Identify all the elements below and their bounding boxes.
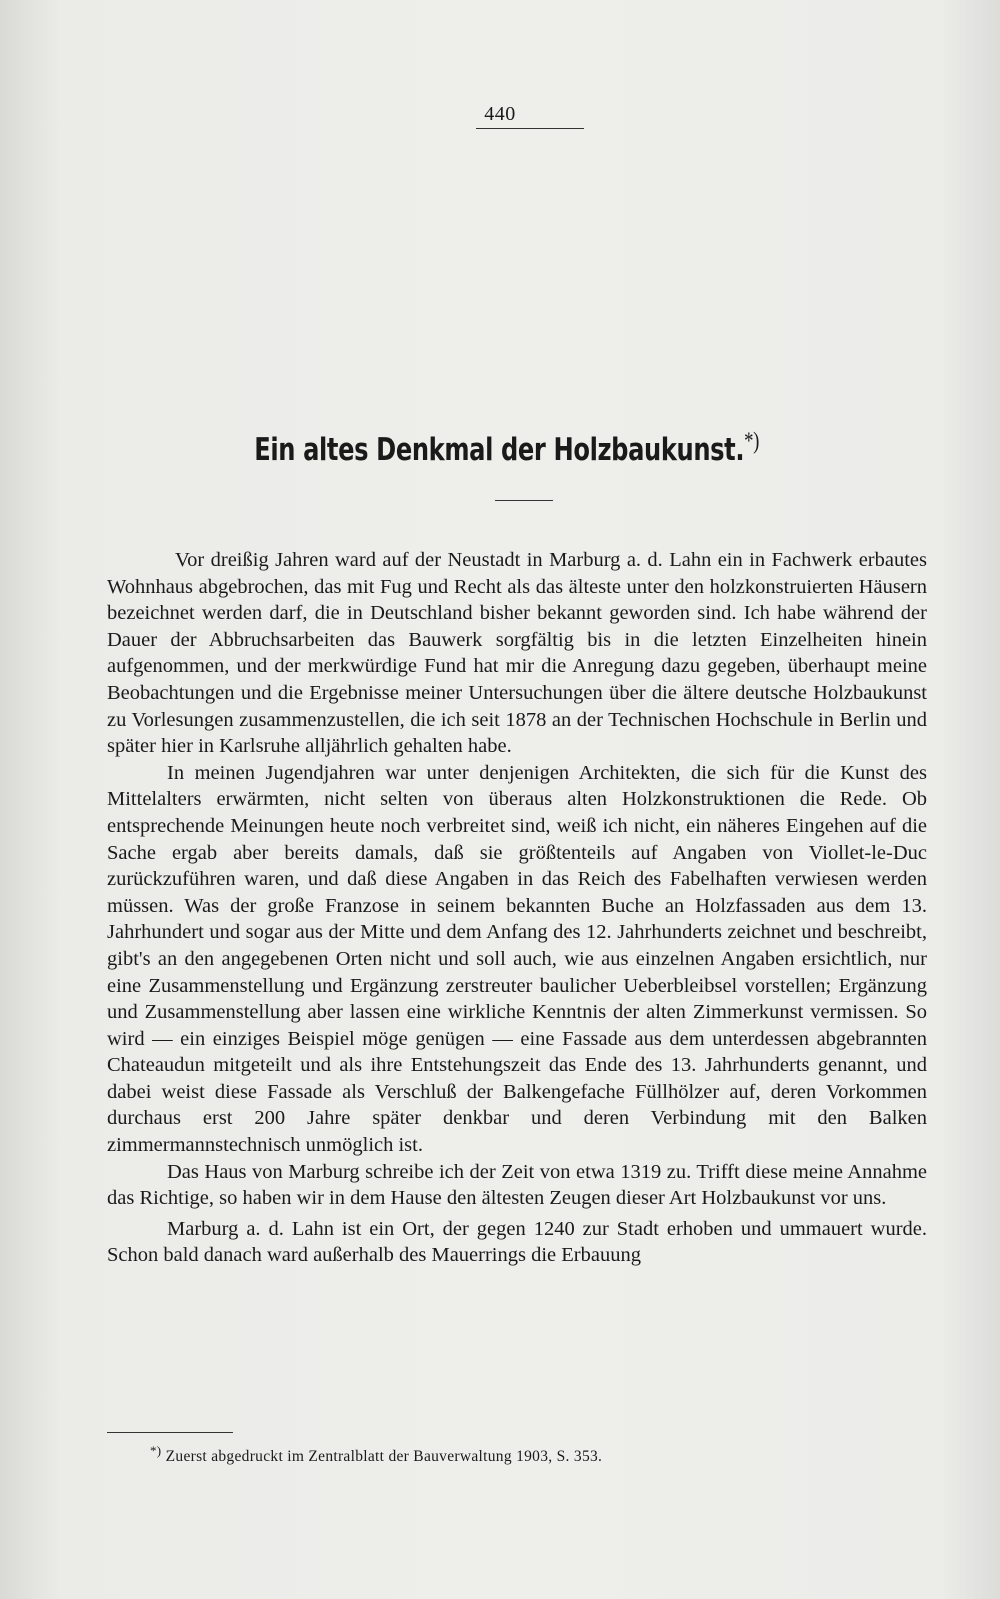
title-rule xyxy=(495,500,553,501)
page-number: 440 xyxy=(484,103,516,125)
footnote-mark: *) xyxy=(150,1442,162,1458)
article-title xyxy=(117,428,897,468)
article-title-text: Ein altes Denkmal der Holzbaukunst. xyxy=(254,432,745,468)
article-body xyxy=(107,547,927,1269)
paragraph-1: Vor dreißig Jahren ward auf der Neustadt in Marburg a. d. Lahn ein in Fachwerk erbautes Wohnhaus abgebrochen, das mit Fug und Recht als das älteste unter den holzkonstruierten Häusern bezeichnet werden darf, die in Deutschland bisher bekannt geworden sind. Ich habe während der Dauer der Abbruchsarbeiten das Bauwerk sorgfältig bis in die letzten Einzelheiten hinein aufgenommen, und der merkwürdige Fund hat mir die Anregung dazu gegeben, überhaupt meine Beobachtungen und die Ergebnisse meiner Untersuchungen über die ältere deutsche Holzbaukunst zu Vorlesungen zusammenzustellen, die ich seit 1878 an der Technischen Hochschule in Berlin und später hier in Karlsruhe alljährlich gehalten habe. xyxy=(107,549,927,758)
paragraph-2: In meinen Jugendjahren war unter denjenigen Architekten, die sich für die Kunst des Mittelalters erwärmten, nicht selten von überaus alten Holzkonstruktionen die Rede. Ob entsprechende Meinungen heute noch verbreitet sind, weiß ich nicht, ein näheres Eingehen auf die Sache ergab aber bereits damals, daß sie größtenteils auf Angaben von Viollet-le-Duc zurückzuführen waren, und daß diese Angaben in das Reich des Fabelhaften verwiesen werden müssen. Was der große Franzose in seinem bekannten Buche an Holzfassaden aus dem 13. Jahrhundert und sogar aus der Mitte und dem Anfang des 12. Jahrhunderts zeichnet und beschreibt, gibt's an den angegebenen Orten nicht und soll auch, wie aus einzelnen Angaben ersichtlich, nur eine Zusammenstellung und Ergänzung zerstreuter baulicher Ueberbleibsel vorstellen; Ergänzung und Zusammenstellung aber lassen eine wirkliche Kenntnis der alten Zimmerkunst vermissen. So wird — ein einziges Beispiel möge genügen — eine Fassade aus dem unterdessen abgebrannten Chateaudun mitgeteilt und als ihre Entstehungszeit das Ende des 13. Jahrhunderts genannt, und dabei weist diese Fassade als Verschluß der Balkengefache Füllhölzer auf, deren Vorkommen durchaus erst 200 Jahre später denkbar und deren Verbindung mit den Balken zimmermannstechnisch unmöglich ist. xyxy=(107,761,927,1157)
footnote xyxy=(150,1442,910,1466)
paragraph-3: Das Haus von Marburg schreibe ich der Zeit von etwa 1319 zu. Trifft diese meine Annahme das Richtige, so haben wir in dem Hause den ältesten Zeugen dieser Art Holzbaukunst vor uns. xyxy=(107,1160,927,1210)
paragraph-4: Marburg a. d. Lahn ist ein Ort, der gegen 1240 zur Stadt erhoben und ummauert wurde. Schon bald danach ward außerhalb des Mauerrings die Erbauung xyxy=(107,1217,927,1267)
page-number-rule xyxy=(476,128,584,129)
footnote-text: Zuerst abgedruckt im Zentralblatt der Bauverwaltung 1903, S. 353. xyxy=(165,1448,603,1465)
footnote-rule xyxy=(107,1432,233,1433)
title-footnote-mark: *) xyxy=(744,428,759,455)
